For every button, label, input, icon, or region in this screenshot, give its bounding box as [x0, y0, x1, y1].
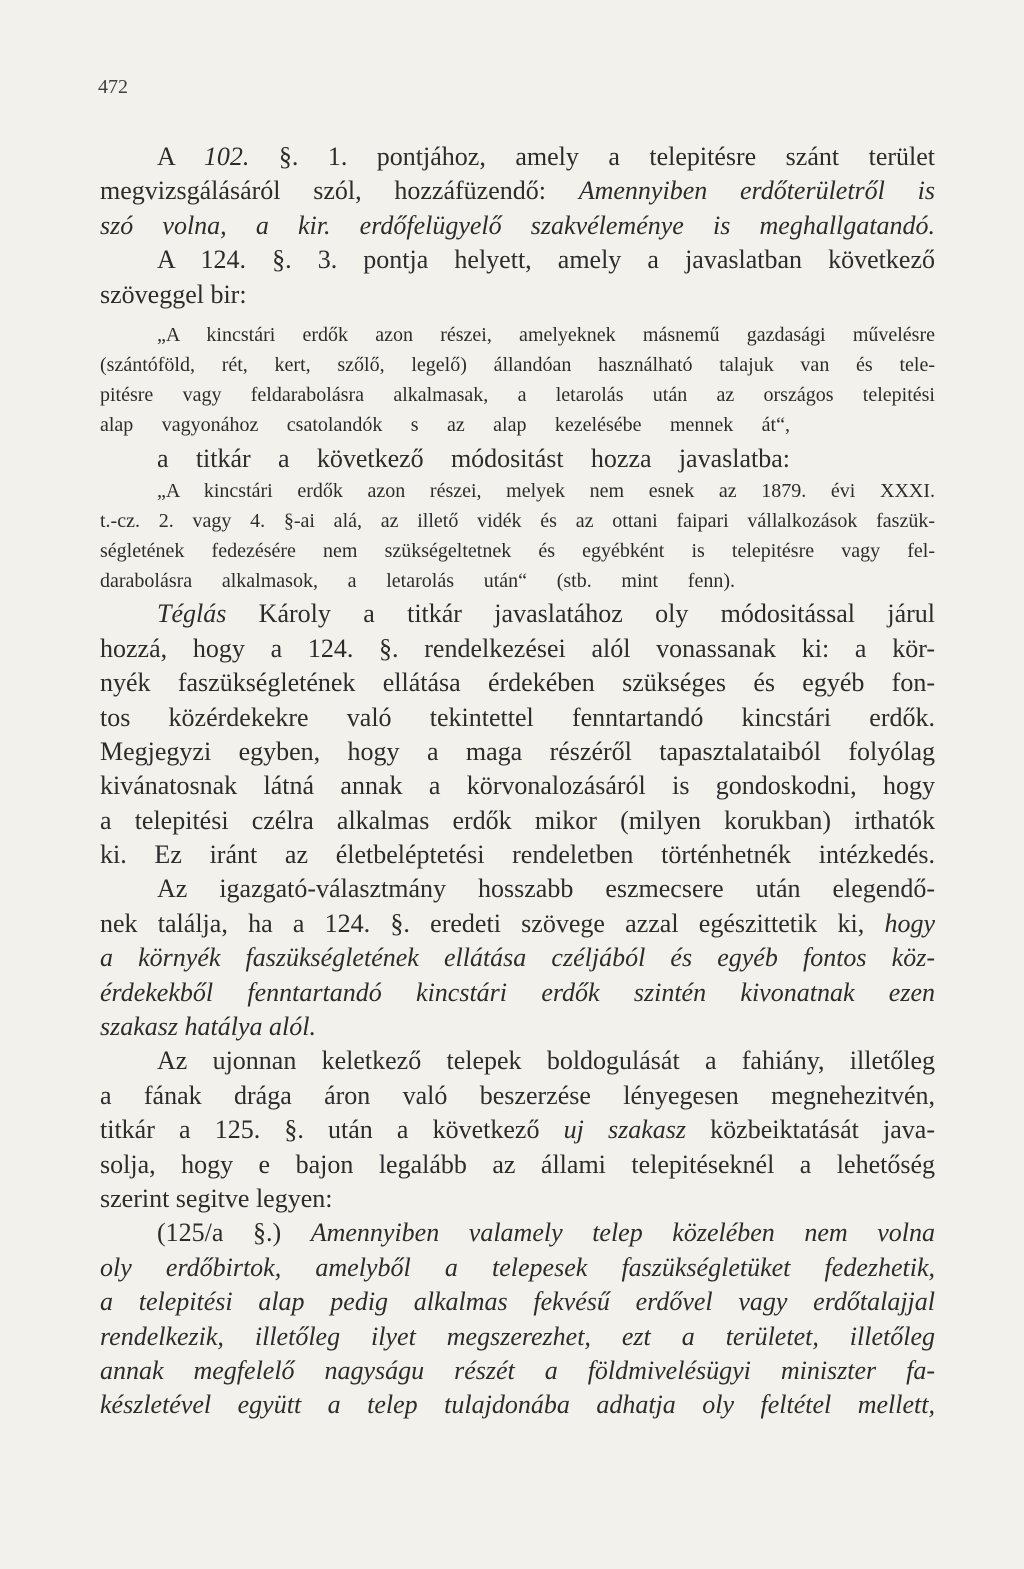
- text-line: [100, 838, 935, 872]
- italic-text-segment: hogy: [884, 908, 935, 938]
- text-segment: a telepitési czélra alkalmas erdők mikor (milyen korukban) irthatók: [100, 805, 935, 835]
- italic-text-segment: oly erdőbirtok, amelyből a telepesek faszükségletüket fedezhetik,: [100, 1252, 935, 1282]
- quote-line: [100, 536, 935, 566]
- text-segment: hozzá, hogy a 124. §. rendelkezései alól vonassanak ki: a kör-: [100, 633, 935, 663]
- text-line: [100, 941, 935, 975]
- text-segment: A 124. §. 3. pontja helyett, amely a javaslatban következő: [157, 245, 935, 275]
- text-line: [100, 1251, 935, 1285]
- text-segment: Megjegyzi egyben, hogy a maga részéről tapasztalataiból folyólag: [100, 736, 935, 766]
- quote-line: [100, 476, 935, 506]
- text-segment: a fának drága áron való beszerzése lényegesen megnehezitvén,: [100, 1080, 935, 1110]
- text-line: [100, 278, 935, 312]
- quote-line: [100, 320, 935, 350]
- italic-text-segment: 102.: [203, 142, 250, 171]
- text-segment: „A kincstári erdők azon részei, amelyeknek másnemű gazdasági művelésre: [157, 323, 935, 346]
- text-line: [100, 1354, 935, 1388]
- text-line: [100, 1285, 935, 1319]
- italic-text-segment: érdekekből fenntartandó kincstári erdők szintén kivonatnak ezen: [100, 977, 935, 1007]
- text-line: [100, 243, 935, 277]
- text-segment: tos közérdekekre való tekintettel fenntartandó kincstári erdők.: [100, 702, 935, 732]
- text-line: [100, 735, 935, 769]
- italic-text-segment: Téglás: [157, 599, 227, 629]
- page-body: [100, 140, 935, 1423]
- text-segment: titkár a 125. §. után a következő: [100, 1115, 564, 1145]
- text-line: [100, 1216, 935, 1250]
- italic-text-segment: a telepitési alap pedig alkalmas fekvésű erdővel vagy erdőtalajjal: [100, 1287, 935, 1317]
- text-line: [100, 769, 935, 803]
- text-segment: pitésre vagy feldarabolásra alkalmasak, a letarolás után az országos telepitési: [100, 383, 935, 406]
- text-line: [100, 209, 935, 243]
- italic-text-segment: a környék faszükségletének ellátása czéljából és egyéb fontos köz-: [100, 943, 935, 973]
- text-line: [100, 597, 935, 631]
- italic-text-segment: szakasz hatálya alól.: [100, 1012, 316, 1042]
- text-line: [100, 632, 935, 666]
- text-line: [100, 140, 935, 174]
- text-line: [100, 907, 935, 941]
- italic-text-segment: szó volna, a kir. erdőfelügyelő szakvéleménye is meghallgatandó.: [100, 210, 935, 240]
- italic-text-segment: uj szakasz: [563, 1115, 686, 1145]
- quote-line: [100, 506, 935, 536]
- text-segment: ségletének fedezésére nem szükségeltetnek és egyébként is telepitésre vagy fel-: [100, 540, 935, 563]
- text-segment: „A kincstári erdők azon részei, melyek nem esnek az 1879. évi XXXI.: [157, 480, 935, 503]
- italic-text-segment: annak megfelelő nagyságu részét a földmivelésügyi miniszter fa-: [100, 1355, 935, 1385]
- text-segment: darabolásra alkalmasok, a letarolás után“ (stb. mint fenn).: [100, 570, 735, 593]
- text-segment: Károly a titkár javaslatához oly módositással járul: [226, 599, 935, 629]
- text-segment: alap vagyonához csatolandók s az alap kezelésébe mennek át“,: [100, 413, 790, 436]
- text-segment: (szántóföld, rét, kert, szőlő, legelő) állandóan használható talajuk van és tele-: [100, 353, 935, 376]
- text-segment: Az igazgató-választmány hosszabb eszmecsere után elegendő-: [157, 874, 935, 904]
- text-segment: (125/a §.): [157, 1218, 311, 1248]
- text-segment: A: [157, 142, 204, 171]
- text-line: [100, 666, 935, 700]
- text-line: [100, 976, 935, 1010]
- text-line: [100, 174, 935, 208]
- text-line: [100, 1010, 935, 1044]
- text-line: [100, 872, 935, 906]
- text-segment: t.-cz. 2. vagy 4. §-ai alá, az illető vidék és az ottani faipari vállalkozások faszük-: [100, 510, 935, 533]
- text-segment: ki. Ez iránt az életbeléptetési rendeletben történhetnék intézkedés.: [100, 840, 935, 870]
- text-line: [100, 1044, 935, 1078]
- text-line: [100, 1148, 935, 1182]
- quote-line: [100, 380, 935, 410]
- italic-text-segment: készletével együtt a telep tulajdonába adhatja oly feltétel mellett,: [100, 1390, 935, 1420]
- quote-line: [100, 566, 935, 596]
- text-segment: Az ujonnan keletkező telepek boldogulását a fahiány, illetőleg: [157, 1046, 935, 1076]
- text-segment: szerint segitve legyen:: [100, 1183, 333, 1213]
- text-segment: szöveggel bir:: [100, 279, 247, 309]
- text-segment: a titkár a következő módositást hozza javaslatba:: [157, 443, 790, 473]
- text-segment: solja, hogy e bajon legalább az állami telepitéseknél a lehetőség: [100, 1149, 935, 1179]
- text-segment: kivánatosnak látná annak a körvonalozásáról is gondoskodni, hogy: [100, 771, 935, 801]
- text-line: [100, 1113, 935, 1147]
- text-segment: nek találja, ha a 124. §. eredeti szövege azzal egészittetik ki,: [100, 908, 885, 938]
- text-line: [100, 1320, 935, 1354]
- quote-line: [100, 350, 935, 380]
- page-number: 472: [98, 76, 128, 98]
- quote-line: [100, 410, 935, 440]
- text-line: [100, 804, 935, 838]
- text-line: [100, 701, 935, 735]
- text-segment: nyék faszükségletének ellátása érdekében szükséges és egyéb fon-: [100, 668, 935, 698]
- text-line: [100, 1079, 935, 1113]
- text-line: [100, 1182, 935, 1216]
- text-line: [100, 442, 935, 476]
- italic-text-segment: Amennyiben erdőterületről is: [578, 176, 935, 206]
- text-segment: közbeiktatását java-: [686, 1115, 935, 1145]
- italic-text-segment: rendelkezik, illetőleg ilyet megszerezhet, ezt a területet, illetőleg: [100, 1321, 935, 1351]
- text-segment: §. 1. pontjához, amely a telepitésre szánt terület: [249, 142, 935, 171]
- text-line: [100, 1388, 935, 1422]
- italic-text-segment: Amennyiben valamely telep közelében nem volna: [310, 1218, 935, 1248]
- text-segment: megvizsgálásáról szól, hozzáfüzendő:: [100, 176, 579, 206]
